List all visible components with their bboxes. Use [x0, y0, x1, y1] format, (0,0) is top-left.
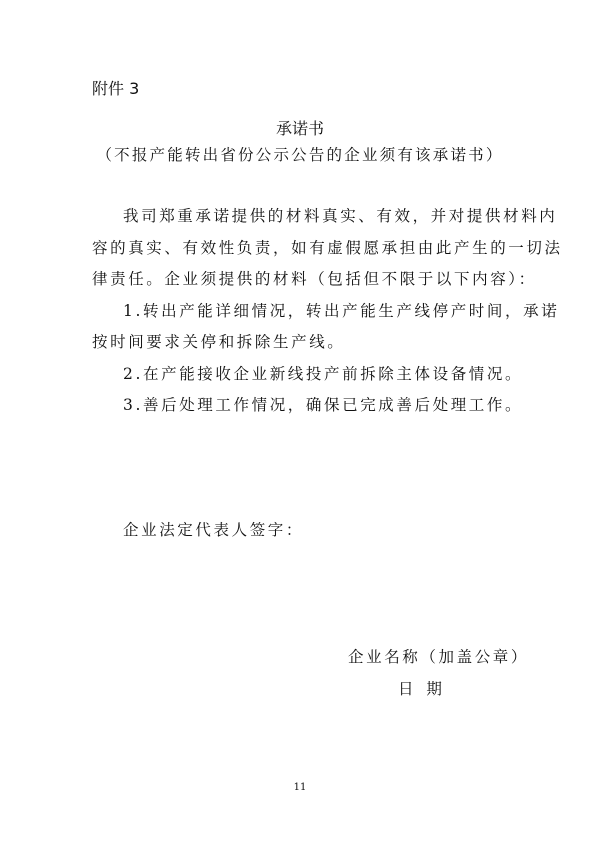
body-line: 律责任。企业须提供的材料（包括但不限于以下内容）： — [92, 270, 537, 288]
body-line: 容的真实、有效性负责，如有虚假愿承担由此产生的一切法 — [92, 239, 563, 257]
document-title: 承诺书 — [275, 119, 324, 138]
company-seal-label: 企业名称（加盖公章） — [348, 648, 530, 666]
document-subtitle: （不报产能转出省份公示公告的企业须有该承诺书） — [96, 146, 504, 164]
signature-label: 企业法定代表人签字： — [123, 521, 305, 539]
body-line: 3.善后处理工作情况，确保已完成善后处理工作。 — [123, 396, 524, 414]
attachment-label: 附件 3 — [92, 79, 140, 98]
body-line: 按时间要求关停和拆除生产线。 — [92, 333, 346, 351]
page-number: 11 — [293, 782, 307, 793]
body-line: 2.在产能接收企业新线投产前拆除主体设备情况。 — [123, 365, 524, 383]
body-line: 我司郑重承诺提供的材料真实、有效，并对提供材料内 — [123, 207, 558, 225]
body-line: 1.转出产能详细情况，转出产能生产线停产时间，承诺 — [123, 302, 560, 320]
date-label: 日 期 — [398, 680, 446, 698]
